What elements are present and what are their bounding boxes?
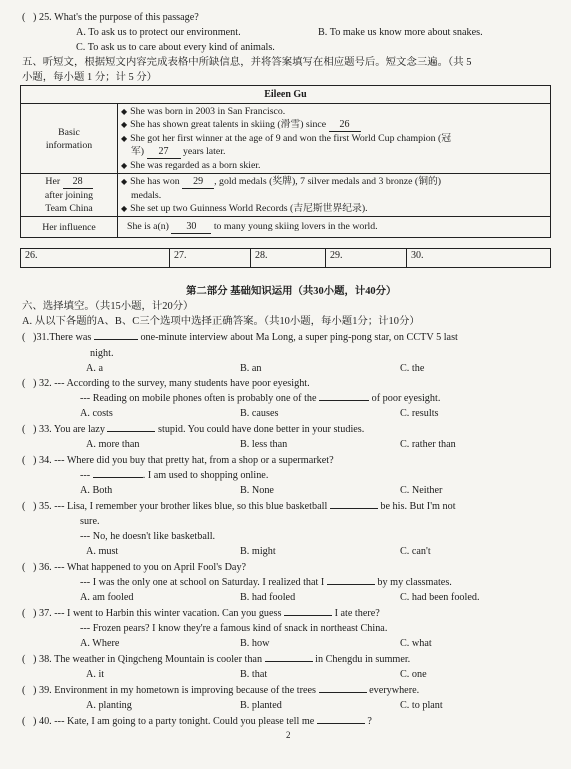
question-34: ( ) 34. --- Where did you buy that pretty hat, from a shop or a supermarket? <box>22 455 334 466</box>
influence-label: Her influence <box>21 217 118 238</box>
question-40: ( ) 40. --- Kate, I am going to a party tonight. Could you please tell me ? <box>22 716 372 727</box>
answer-sheet-row <box>20 248 551 268</box>
q35-line2: sure. <box>80 516 100 527</box>
eileen-gu-table <box>20 85 551 238</box>
q34-option-c: C. Neither <box>400 485 443 496</box>
q36-line2: --- I was the only one at school on Saturday. I realized that I by my classmates. <box>80 577 452 588</box>
team-china-cell: ◆ She has won 29 , gold medals (奖牌), 7 silver medals and 3 bronze (铜的) medals. ◆ She set up two Guinness World Records (吉尼斯世界纪录). <box>118 174 551 217</box>
q33-option-a: A. more than <box>86 439 140 450</box>
section5-heading-2: 小题，每小题 1 分；计 5 分） <box>22 72 158 83</box>
answer-blank-28[interactable]: 28 <box>63 175 93 189</box>
blank[interactable] <box>330 508 378 509</box>
basic-info-cell: ◆ She was born in 2003 in San Francisco. ◆ She has shown great talents in skiing (滑雪) since 26 ◆ She got her first winner at the age of 9 and won the first World Cup champion (冠 军) 27 years later. ◆ She was regarded as a born skier. <box>118 104 551 174</box>
page-number: 2 <box>286 730 291 740</box>
blank[interactable] <box>265 661 313 662</box>
q31-line2: night. <box>90 348 114 359</box>
q32-option-b: B. causes <box>240 408 279 419</box>
q36-option-c: C. had been fooled. <box>400 592 480 603</box>
answer-cell-26[interactable]: 26. <box>21 249 170 268</box>
question-33: ( ) 33. You are lazy stupid. You could have done better in your studies. <box>22 424 365 435</box>
section6-heading: 六、选择填空。（共15小题，计20分） <box>22 301 194 312</box>
q36-option-a: A. am fooled <box>80 592 134 603</box>
blank[interactable] <box>327 584 375 585</box>
diamond-bullet-icon: ◆ <box>121 161 128 170</box>
blank[interactable] <box>284 615 332 616</box>
q33-option-c: C. rather than <box>400 439 456 450</box>
her-after-label: Her 28 after joining Team China <box>21 174 118 217</box>
q35-option-b: B. might <box>240 546 276 557</box>
diamond-bullet-icon: ◆ <box>121 177 128 186</box>
q25-option-b: B. To make us know more about snakes. <box>318 27 483 38</box>
question-38: ( ) 38. The weather in Qingcheng Mountain is cooler than in Chengdu in summer. <box>22 654 411 665</box>
q38-option-b: B. that <box>240 669 268 680</box>
q35-option-c: C. can't <box>400 546 431 557</box>
q38-option-c: C. one <box>400 669 427 680</box>
q38-option-a: A. it <box>86 669 105 680</box>
diamond-bullet-icon: ◆ <box>121 204 128 213</box>
blank[interactable] <box>319 692 367 693</box>
q39-option-b: B. planted <box>240 700 282 711</box>
answer-cell-28[interactable]: 28. <box>251 249 326 268</box>
question-37: ( ) 37. --- I went to Harbin this winter vacation. Can you guess I ate there? <box>22 608 380 619</box>
q32-option-a: A. costs <box>80 408 113 419</box>
answer-cell-27[interactable]: 27. <box>170 249 251 268</box>
answer-blank-26[interactable]: 26 <box>329 118 361 132</box>
q32-option-c: C. results <box>400 408 439 419</box>
answer-blank-29[interactable]: 29 <box>182 175 214 189</box>
q31-option-c: C. the <box>400 363 425 374</box>
q36-option-b: B. had fooled <box>240 592 296 603</box>
section5-heading: 五、听短文，根据短文内容完成表格中所缺信息，并将答案填写在相应题号后。短文念三遍。（共 5 <box>22 57 472 68</box>
q35-option-a: A. must <box>86 546 119 557</box>
answer-blank-27[interactable]: 27 <box>147 145 181 159</box>
influence-cell: She is a(n) 30 to many young skiing lovers in the world. <box>118 217 551 238</box>
blank[interactable] <box>319 400 369 401</box>
q37-option-a: A. Where <box>80 638 120 649</box>
question-32: ( ) 32. --- According to the survey, many students have poor eyesight. <box>22 378 310 389</box>
blank[interactable] <box>107 431 155 432</box>
q39-option-a: A. planting <box>86 700 132 711</box>
q34-option-b: B. None <box>240 485 274 496</box>
diamond-bullet-icon: ◆ <box>121 120 128 129</box>
q37-option-b: B. how <box>240 638 270 649</box>
part2-title: 第二部分 基础知识运用（共30小题，计40分） <box>186 286 397 297</box>
q25-option-c: C. To ask us to care about every kind of animals. <box>76 42 275 53</box>
question-36: ( ) 36. --- What happened to you on April Fool's Day? <box>22 562 247 573</box>
diamond-bullet-icon: ◆ <box>121 134 128 143</box>
blank[interactable] <box>93 477 143 478</box>
q25-stem: ( ) 25. What's the purpose of this passage? <box>22 12 199 23</box>
q31-option-b: B. an <box>240 363 262 374</box>
section6a-heading: A. 从以下各题的A、B、C三个选项中选择正确答案。（共10小题，每小题1分；计10分） <box>22 316 420 327</box>
question-35: ( ) 35. --- Lisa, I remember your brother likes blue, so this blue basketball be his. But I'm not <box>22 501 456 512</box>
q34-line2: --- . I am used to shopping online. <box>80 470 269 481</box>
question-39: ( ) 39. Environment in my hometown is improving because of the trees everywhere. <box>22 685 420 696</box>
q25-option-a: A. To ask us to protect our environment. <box>76 27 241 38</box>
q37-option-c: C. what <box>400 638 432 649</box>
q33-option-b: B. less than <box>240 439 288 450</box>
q31-option-a: A. a <box>86 363 103 374</box>
blank[interactable] <box>94 339 138 340</box>
basic-info-label: Basic information <box>21 104 118 174</box>
q39-option-c: C. to plant <box>400 700 443 711</box>
q37-line2: --- Frozen pears? I know they're a famous kind of snack in northeast China. <box>80 623 388 634</box>
blank[interactable] <box>317 723 365 724</box>
question-31: ( )31.There was one-minute interview about Ma Long, a super ping-pong star, on CCTV 5 last <box>22 332 458 343</box>
q34-option-a: A. Both <box>80 485 113 496</box>
q35-line3: --- No, he doesn't like basketball. <box>80 531 216 542</box>
answer-cell-30[interactable]: 30. <box>407 249 551 268</box>
answer-cell-29[interactable]: 29. <box>326 249 407 268</box>
answer-blank-30[interactable]: 30 <box>171 220 211 234</box>
q32-line2: --- Reading on mobile phones often is probably one of the of poor eyesight. <box>80 393 441 404</box>
diamond-bullet-icon: ◆ <box>121 107 128 116</box>
table-title: Eileen Gu <box>21 86 551 104</box>
